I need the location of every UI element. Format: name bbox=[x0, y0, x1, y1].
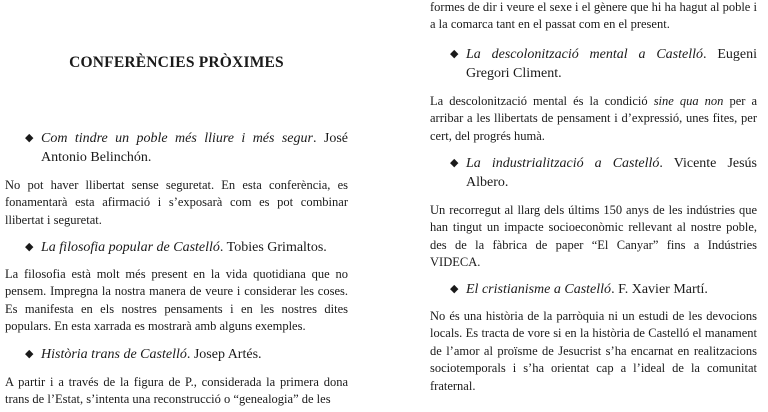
conference-author: . Tobies Grimaltos. bbox=[219, 240, 327, 255]
diamond-bullet-icon: ◆ bbox=[25, 241, 34, 253]
conference-entry-1 bbox=[25, 129, 348, 167]
conference-author: . Eugeni Gregori Climent. bbox=[466, 47, 758, 81]
conference-entry-2 bbox=[25, 238, 348, 257]
diamond-bullet-icon: ◆ bbox=[25, 348, 34, 360]
conference-title: La descolonització mental a Castelló bbox=[466, 47, 704, 62]
conference-description: No pot haver llibertat sense seguretat. En esta conferència, es fonamentarà esta afirmació i s’exposarà com es pot combinar llibertat i seguretat. bbox=[5, 178, 348, 227]
conference-author: . Josep Artés. bbox=[186, 347, 262, 362]
conference-entry-4 bbox=[450, 45, 757, 83]
conference-author: . José Antonio Belinchón. bbox=[41, 131, 348, 165]
conference-title: La industrialització a Castelló bbox=[466, 156, 660, 171]
conference-author: . F. Xavier Martí. bbox=[611, 282, 708, 297]
diamond-bullet-icon: ◆ bbox=[25, 132, 34, 144]
conference-title: Com tindre un poble més lliure i més segur bbox=[41, 131, 313, 146]
conference-description: La filosofia està molt més present en la vida quotidiana que no pensem. Impregna la nostra manera de veure i considerar les coses. Es manifesta en els nostres pensaments i en les nostres dites populars. En esta xarrada es mostrarà amb alguns exemples. bbox=[5, 267, 348, 334]
conference-entry-6 bbox=[450, 280, 757, 299]
diamond-bullet-icon: ◆ bbox=[450, 157, 459, 169]
conference-description: No és una història de la parròquia ni un estudi de les devocions locals. Es tracta de vore si en la història de Castelló el manament de l’amor al proïsme de Jesucrist s’ha encarnat en realitzacions sociotemporals i s’ha orientat cap a l’ideal de la comunitat fraternal. bbox=[430, 309, 757, 393]
diamond-bullet-icon: ◆ bbox=[450, 283, 459, 295]
conference-title: La filosofia popular de Castelló bbox=[41, 240, 220, 255]
continued-description: formes de dir i veure el sexe i el gènere que hi ha hagut al poble i a la comarca tant en el passat com en el present. bbox=[430, 0, 757, 32]
section-heading: CONFERÈNCIES PRÒXIMES bbox=[69, 54, 284, 71]
conference-title: El cristianisme a Castelló bbox=[466, 282, 612, 297]
conference-entry-5 bbox=[450, 154, 757, 192]
conference-title: Història trans de Castelló bbox=[41, 347, 187, 362]
conference-description: A partir i a través de la figura de P., considerada la primera dona trans de l’Estat, s’intenta una reconstrucció o “genealogia” de les bbox=[5, 375, 348, 407]
conference-description: La descolonització mental és la condició sine qua non per a arribar a les llibertats de pensament i d’expressió, unes fites, per cert, del progrés humà. bbox=[430, 94, 758, 143]
conference-author: . Vicente Jesús Albero. bbox=[466, 156, 758, 190]
conference-description: Un recorregut al llarg dels últims 150 anys de les indústries que han tingut un impacte socioeconòmic rellevant al nostre poble, des de la fàbrica de paper “El Canyar” fins a Indústries VIDECA. bbox=[430, 203, 757, 270]
conference-entry-3 bbox=[25, 345, 348, 364]
diamond-bullet-icon: ◆ bbox=[450, 48, 459, 60]
